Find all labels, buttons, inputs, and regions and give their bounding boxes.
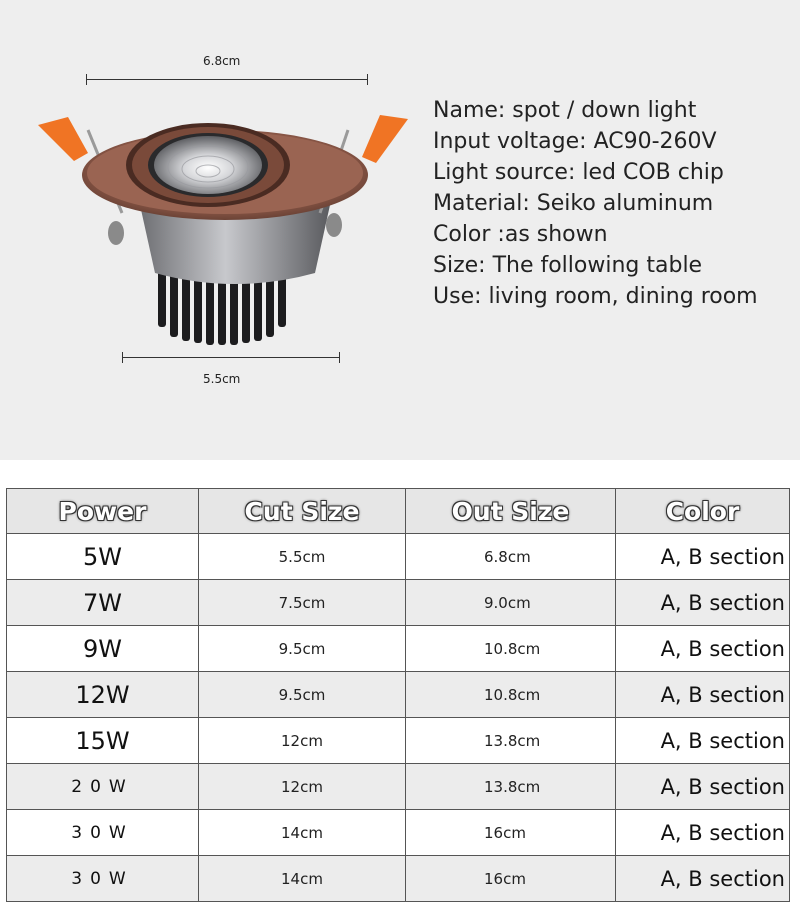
cut-size-cell: 9.5cm: [199, 672, 406, 718]
cut-diameter-line: [122, 357, 340, 358]
cut-size-cell: 14cm: [199, 810, 406, 856]
cut-size-cell: 14cm: [199, 856, 406, 902]
cut-size-cell: 7.5cm: [199, 580, 406, 626]
cut-diameter-label: 5.5cm: [203, 372, 241, 386]
outer-diameter-label: 6.8cm: [203, 54, 241, 68]
out-size-cell: 10.8cm: [406, 672, 616, 718]
table-row: [7, 718, 790, 764]
header-color: Color: [616, 489, 790, 534]
spec-color: Color :as shown: [433, 222, 608, 247]
color-cell: A, B section: [616, 718, 790, 764]
power-cell: 30W: [7, 856, 199, 902]
color-cell: A, B section: [616, 534, 790, 580]
header-cut-size: Cut Size: [199, 489, 406, 534]
cut-size-cell: 12cm: [199, 718, 406, 764]
out-size-cell: 16cm: [406, 810, 616, 856]
out-size-cell: 13.8cm: [406, 718, 616, 764]
out-size-cell: 10.8cm: [406, 626, 616, 672]
table-row: [7, 580, 790, 626]
out-size-cell: 9.0cm: [406, 580, 616, 626]
out-size-cell: 13.8cm: [406, 764, 616, 810]
table-row: [7, 810, 790, 856]
spec-material: Material: Seiko aluminum: [433, 191, 714, 216]
spec-size: Size: The following table: [433, 253, 703, 278]
color-cell: A, B section: [616, 580, 790, 626]
power-cell: 15W: [7, 718, 199, 764]
table-row: [7, 534, 790, 580]
cut-size-cell: 12cm: [199, 764, 406, 810]
color-cell: A, B section: [616, 764, 790, 810]
outer-diameter-line: [86, 79, 368, 80]
spec-use: Use: living room, dining room: [433, 284, 758, 309]
cut-size-cell: 5.5cm: [199, 534, 406, 580]
spec-name: Name: spot / down light: [433, 98, 697, 123]
table-row: [7, 856, 790, 902]
table-header-row: [7, 489, 790, 534]
power-cell: 7W: [7, 580, 199, 626]
color-cell: A, B section: [616, 810, 790, 856]
table-row: [7, 764, 790, 810]
spec-voltage: Input voltage: AC90-260V: [433, 129, 717, 154]
power-cell: 12W: [7, 672, 199, 718]
spec-light-source: Light source: led COB chip: [433, 160, 724, 185]
out-size-cell: 6.8cm: [406, 534, 616, 580]
header-out-size: Out Size: [406, 489, 616, 534]
downlight-image: [30, 95, 420, 350]
cut-size-cell: 9.5cm: [199, 626, 406, 672]
color-cell: A, B section: [616, 626, 790, 672]
out-size-cell: 16cm: [406, 856, 616, 902]
table-row: [7, 672, 790, 718]
spec-list: [433, 95, 758, 312]
power-cell: 30W: [7, 810, 199, 856]
power-cell: 20W: [7, 764, 199, 810]
header-power: Power: [7, 489, 199, 534]
table-row: [7, 626, 790, 672]
size-table: [6, 488, 790, 902]
power-cell: 9W: [7, 626, 199, 672]
color-cell: A, B section: [616, 672, 790, 718]
power-cell: 5W: [7, 534, 199, 580]
color-cell: A, B section: [616, 856, 790, 902]
